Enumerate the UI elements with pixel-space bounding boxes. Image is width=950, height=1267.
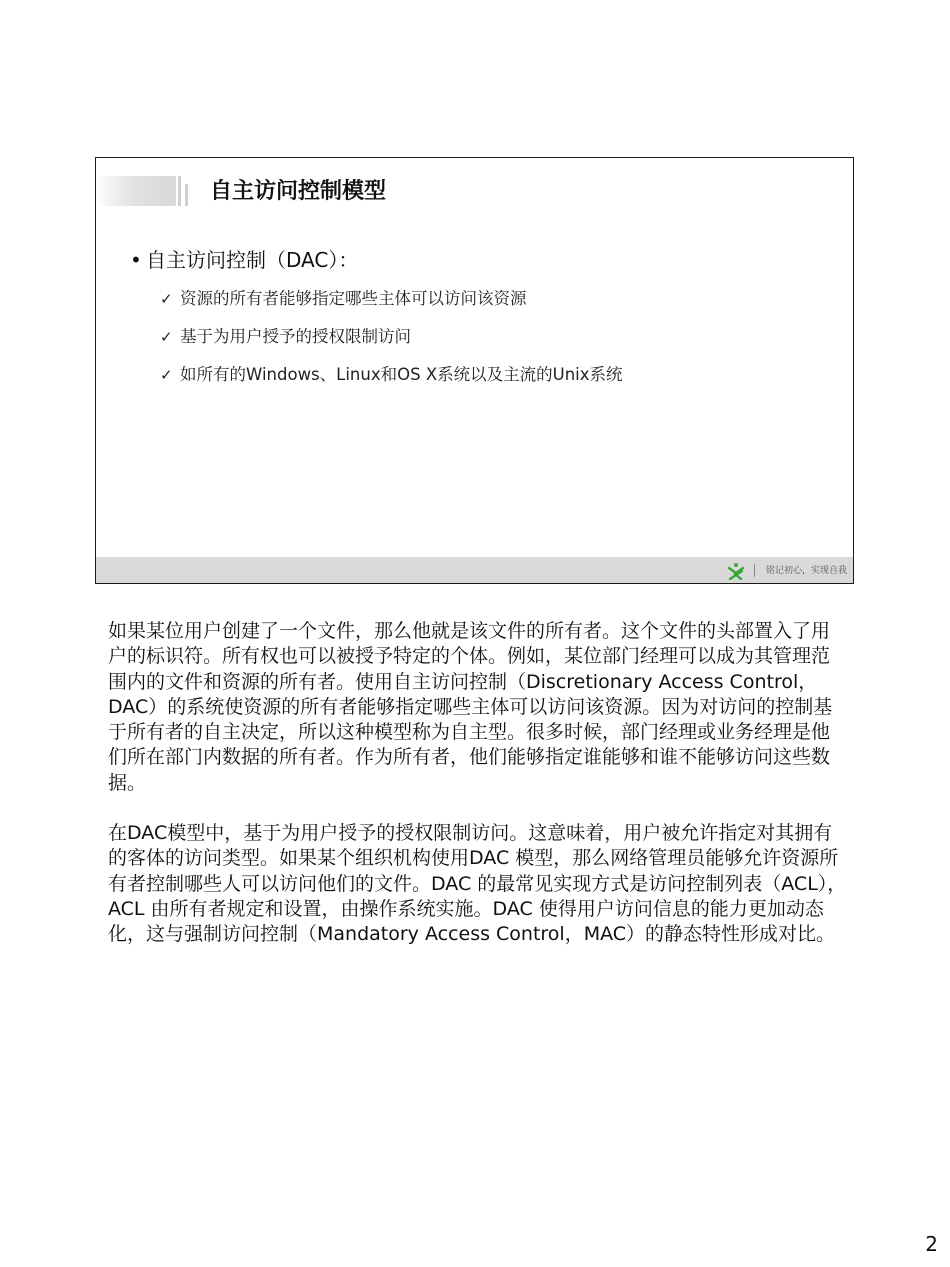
green-x-figure-icon	[727, 562, 745, 580]
slide-footer	[96, 557, 853, 583]
main-bullet-text: 自主访问控制（DAC）：	[146, 248, 359, 272]
slide-title: 自主访问控制模型	[210, 179, 387, 204]
sub-bullet-item	[160, 363, 623, 387]
sub-bullet-text: 如所有的Windows、Linux和OS X系统以及主流的Unix系统	[180, 365, 623, 384]
main-bullet	[130, 246, 358, 274]
footer-separator	[754, 564, 755, 577]
sub-bullet-item	[160, 287, 623, 311]
footer-slogan: 铭记初心，实现自我	[765, 566, 847, 576]
title-decor-bar	[96, 176, 176, 206]
checkmark-icon: ✓	[160, 290, 173, 308]
sub-bullet-list	[160, 287, 623, 401]
page-number: 2	[925, 1232, 938, 1256]
sub-bullet-text: 基于为用户授予的授权限制访问	[180, 327, 411, 346]
title-decor-tick	[185, 184, 188, 206]
sub-bullet-item	[160, 325, 623, 349]
checkmark-icon: ✓	[160, 366, 173, 384]
body-paragraph-2: 在DAC模型中，基于为用户授予的授权限制访问。这意味着，用户被允许指定对其拥有的客体的访问类型。如果某个组织机构使用DAC 模型，那么网络管理员能够允许资源所有者控制哪些人可以访问他们的文件。DAC 的最常见实现方式是访问控制列表（ACL），ACL 由所有者规定和设置，由操作系统实施。DAC 使得用户访问信息的能力更加动态化，这与强制访问控制（Mandatory Access Control，MAC）的静态特性形成对比。	[108, 822, 847, 946]
checkmark-icon: ✓	[160, 328, 173, 346]
bullet-dot-icon: •	[130, 248, 142, 272]
slide-thumbnail	[95, 157, 854, 584]
sub-bullet-text: 资源的所有者能够指定哪些主体可以访问该资源	[180, 289, 527, 308]
title-decor-tick	[178, 176, 181, 206]
body-paragraph-1: 如果某位用户创建了一个文件，那么他就是该文件的所有者。这个文件的头部置入了用户的标识符。所有权也可以被授予特定的个体。例如，某位部门经理可以成为其管理范围内的文件和资源的所有者。使用自主访问控制（Discretionary Access Control，DAC）的系统使资源的所有者能够指定哪些主体可以访问该资源。因为对访问的控制基于所有者的自主决定，所以这种模型称为自主型。很多时候，部门经理或业务经理是他们所在部门内数据的所有者。作为所有者，他们能够指定谁能够和谁不能够访问这些数据。	[108, 620, 833, 794]
